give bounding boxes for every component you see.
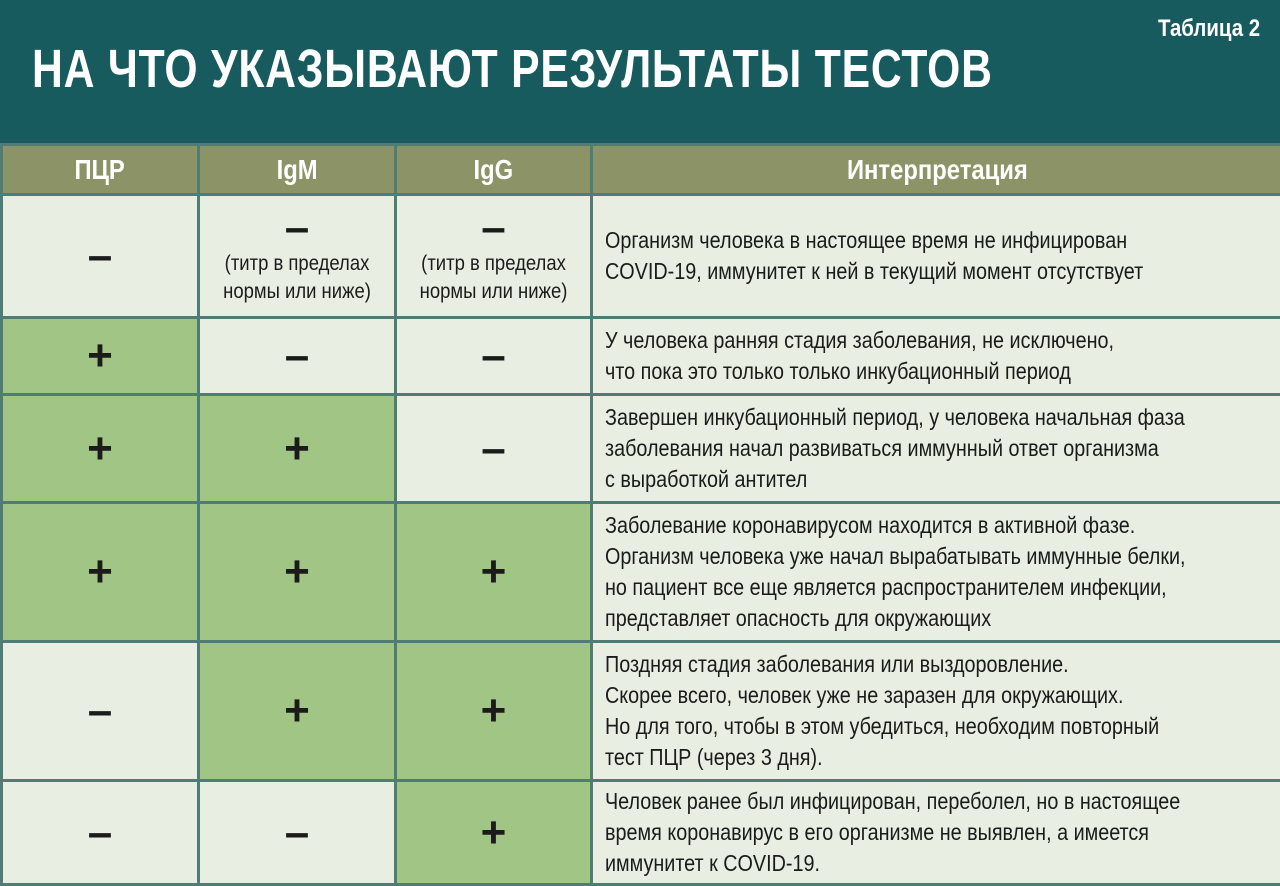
igm-cell <box>199 318 396 395</box>
igm-cell <box>199 781 396 885</box>
igg-cell <box>396 195 592 318</box>
table-header-row <box>2 145 1280 195</box>
pcr-cell <box>2 642 199 781</box>
column-header-igm: IgM <box>199 145 396 195</box>
column-header-pcr: ПЦР <box>2 145 199 195</box>
result-sign: + <box>87 550 113 594</box>
result-sign: – <box>88 234 112 278</box>
interpretation-text: Поздняя стадия заболевания или выздоровление. Скорее всего, человек уже не заразен для окружающих. Но для того, чтобы в этом убедиться, необходим повторный тест ПЦР (через 3 дня). <box>605 649 1259 773</box>
result-sign: – <box>285 811 309 855</box>
igm-cell <box>199 195 396 318</box>
pcr-cell <box>2 395 199 503</box>
result-sign: + <box>481 550 507 594</box>
titer-note: (титр в пределах нормы или ниже) <box>409 250 579 306</box>
igg-cell <box>396 318 592 395</box>
interpretation-text: Заболевание коронавирусом находится в активной фазе. Организм человека уже начал вырабатывать иммунные белки, но пациент все еще является распространителем инфекции, представляет опасность для окружающих <box>605 510 1259 634</box>
interpretation-text: Организм человека в настоящее время не инфицирован COVID-19, иммунитет к ней в текущий момент отсутствует <box>605 225 1259 287</box>
table-row <box>2 642 1280 781</box>
igm-cell <box>199 503 396 642</box>
result-sign: + <box>284 550 310 594</box>
table-row <box>2 395 1280 503</box>
pcr-cell <box>2 503 199 642</box>
result-sign: + <box>87 334 113 378</box>
table-row <box>2 781 1280 885</box>
pcr-cell <box>2 781 199 885</box>
interpretation-cell <box>592 781 1280 885</box>
result-sign: – <box>285 334 309 378</box>
result-sign: + <box>284 427 310 471</box>
table-row <box>2 503 1280 642</box>
column-header-igg: IgG <box>396 145 592 195</box>
titer-note: (титр в пределах нормы или ниже) <box>212 250 383 306</box>
result-sign: – <box>88 811 112 855</box>
header-banner <box>0 0 1280 143</box>
table-label: Таблица 2 <box>1158 15 1260 43</box>
interpretation-text: Человек ранее был инфицирован, переболел, но в настоящее время коронавирус в его организме не выявлен, а имеется иммунитет к COVID-19. <box>605 786 1259 879</box>
result-sign: + <box>87 427 113 471</box>
pcr-cell <box>2 318 199 395</box>
interpretation-text: У человека ранняя стадия заболевания, не исключено, что пока это только только инкубационный период <box>605 325 1259 387</box>
interpretation-cell <box>592 503 1280 642</box>
table-row <box>2 318 1280 395</box>
igm-cell <box>199 642 396 781</box>
igm-cell <box>199 395 396 503</box>
column-header-interpretation: Интерпретация <box>592 145 1280 195</box>
igg-cell <box>396 781 592 885</box>
igg-cell <box>396 503 592 642</box>
interpretation-cell <box>592 395 1280 503</box>
interpretation-text: Завершен инкубационный период, у человека начальная фаза заболевания начал развиваться иммунный ответ организма с выработкой антител <box>605 402 1259 495</box>
interpretation-cell <box>592 642 1280 781</box>
pcr-cell <box>2 195 199 318</box>
page-title: НА ЧТО УКАЗЫВАЮТ РЕЗУЛЬТАТЫ ТЕСТОВ <box>32 38 993 100</box>
result-sign: + <box>481 811 507 855</box>
results-table <box>0 143 1280 886</box>
result-sign: + <box>481 689 507 733</box>
result-sign: – <box>285 206 309 250</box>
result-sign: – <box>481 334 505 378</box>
result-sign: – <box>88 689 112 733</box>
igg-cell <box>396 642 592 781</box>
igg-cell <box>396 395 592 503</box>
result-sign: – <box>481 427 505 471</box>
result-sign: – <box>481 206 505 250</box>
result-sign: + <box>284 689 310 733</box>
table-row <box>2 195 1280 318</box>
interpretation-cell <box>592 195 1280 318</box>
interpretation-cell <box>592 318 1280 395</box>
